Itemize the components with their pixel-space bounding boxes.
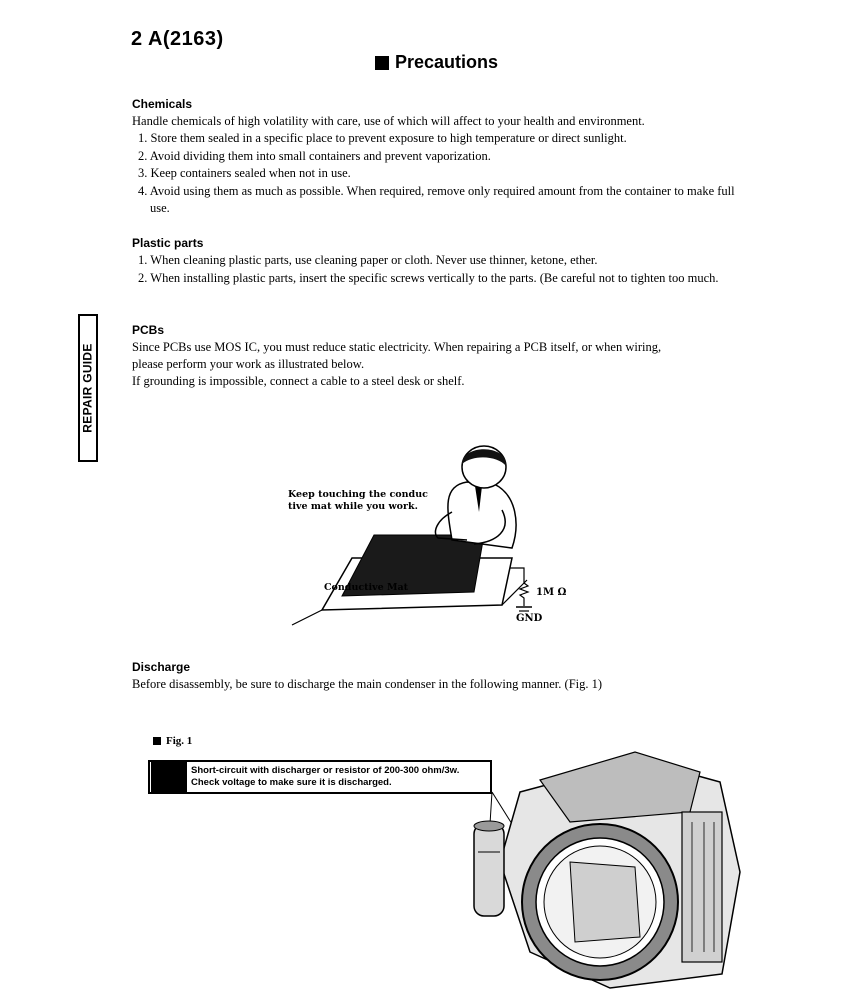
ground-wire xyxy=(510,568,524,583)
gnd-label: GND xyxy=(516,613,543,624)
figure-label xyxy=(153,735,192,747)
antistatic-workstation-illustration xyxy=(262,440,567,630)
illustration-note-line2: tive mat while you work. xyxy=(288,501,418,512)
pcbs-heading: PCBs xyxy=(132,323,165,337)
callout-line2: Check voltage to make sure it is discharged. xyxy=(191,777,392,788)
list-item: 2. Avoid dividing them into small containers and prevent vaporization. xyxy=(138,148,491,163)
chemicals-heading: Chemicals xyxy=(132,97,193,111)
camera-body-illustration xyxy=(460,752,760,992)
page-title xyxy=(375,52,498,73)
page-title-text: Precautions xyxy=(395,52,499,72)
list-item: 1. Store them sealed in a specific place to prevent exposure to high temperature or direct sunlight. xyxy=(138,131,627,145)
side-tab xyxy=(78,314,98,462)
list-item: 2. When installing plastic parts, insert the specific screws vertically to the parts. (Be careful not to tighten too much. xyxy=(138,270,719,285)
list-item: 3. Keep containers sealed when not in use. xyxy=(138,166,351,180)
list-item: 1. When cleaning plastic parts, use cleaning paper or cloth. Never use thinner, ketone, ether. xyxy=(138,253,598,267)
conductive-mat-label: Conductive Mat xyxy=(324,582,409,593)
figure-callout-box xyxy=(148,760,492,794)
mirror-box xyxy=(570,862,640,942)
chemicals-list xyxy=(138,130,748,218)
plastic-parts-heading: Plastic parts xyxy=(132,236,204,250)
pcbs-text-1: Since PCBs use MOS IC, you must reduce static electricity. When repairing a PCB itself, or when wiring, xyxy=(132,340,662,354)
callout-marker-icon xyxy=(151,762,187,792)
discharge-heading: Discharge xyxy=(132,660,191,674)
resistor-label: 1M Ω xyxy=(536,587,567,598)
person-torso xyxy=(448,482,516,548)
pcbs-text-3: If grounding is impossible, connect a cable to a steel desk or shelf. xyxy=(132,374,465,388)
callout-text xyxy=(191,765,459,789)
discharge-text: Before disassembly, be sure to discharge the main condenser in the following manner. (Fig. 1) xyxy=(132,677,603,691)
figure-marker-icon xyxy=(153,737,161,745)
list-item: 4. Avoid using them as much as possible. When required, remove only required amount from the container to make full use. xyxy=(138,183,735,215)
plastic-parts-list xyxy=(138,252,748,287)
figure-label-text: Fig. 1 xyxy=(166,735,193,747)
main-condenser-shape xyxy=(474,824,504,916)
section-marker-icon xyxy=(375,56,389,70)
page-number: 2 A(2163) xyxy=(131,28,224,50)
callout-line1: Short-circuit with discharger or resistor of 200-300 ohm/3w. xyxy=(191,765,460,776)
illustration-note-line1: Keep touching the conduc xyxy=(288,489,428,500)
chemicals-intro: Handle chemicals of high volatility with care, use of which will affect to your health and environment. xyxy=(132,114,645,128)
pcbs-text-2: please perform your work as illustrated below. xyxy=(132,357,365,371)
side-tab-label: REPAIR GUIDE xyxy=(81,343,96,433)
